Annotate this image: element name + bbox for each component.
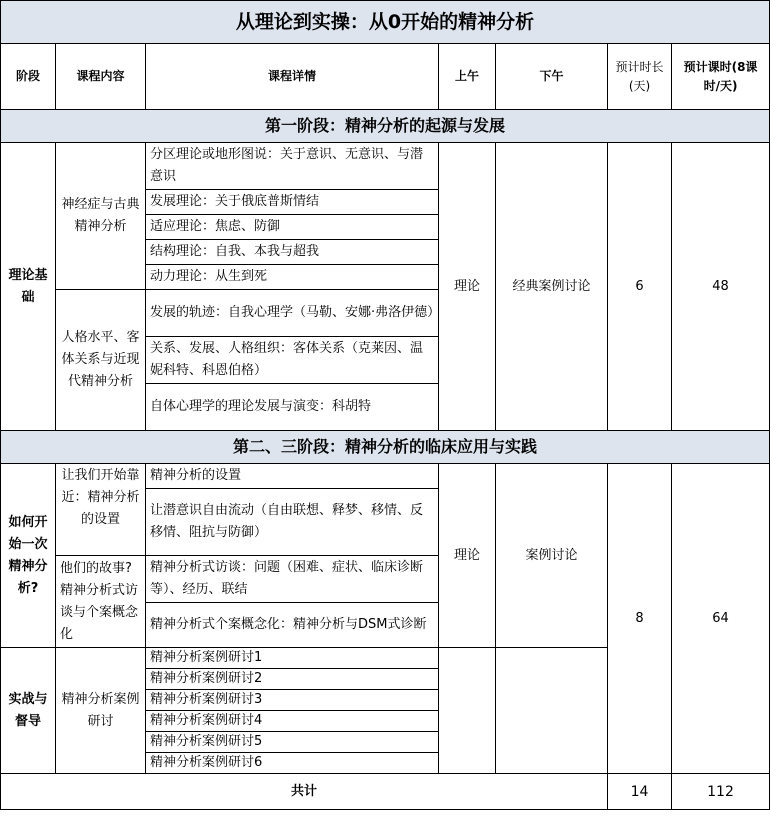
section1-days: 6 [608,143,672,431]
detail-item: 让潜意识自由流动（自由联想、释梦、移情、反移情、阻抗与防御） [146,489,439,556]
detail-item: 精神分析案例研讨3 [146,690,439,711]
detail-item: 适应理论：焦虑、防御 [146,215,439,240]
header-am: 上午 [439,44,496,110]
detail-item: 发展理论：关于俄底普斯情结 [146,190,439,215]
detail-item: 关系、发展、人格组织：客体关系（克莱因、温妮科特、科恩伯格） [146,337,439,384]
section1-group1-content: 神经症与古典精神分析 [56,143,146,290]
detail-item: 精神分析案例研讨1 [146,648,439,669]
header-content: 课程内容 [56,44,146,110]
total-row [1,774,770,810]
section1-am: 理论 [439,143,496,431]
detail-item: 精神分析式访谈：问题（困难、症状、临床诊断等）、经历、联结 [146,556,439,603]
header-row [1,44,770,110]
detail-item: 分区理论或地形图说：关于意识、无意识、与潜意识 [146,143,439,190]
detail-item: 自体心理学的理论发展与演变：科胡特 [146,384,439,431]
header-duration: 预计时长(天) [608,44,672,110]
total-days: 14 [608,774,672,810]
section1-stage: 理论基础 [1,143,56,431]
header-pm: 下午 [496,44,608,110]
total-label: 共计 [1,774,608,810]
section2-groupB-am [439,648,496,774]
detail-item: 精神分析案例研讨4 [146,711,439,732]
section2-hours: 64 [672,464,770,774]
detail-item: 动力理论：从生到死 [146,265,439,290]
header-stage: 阶段 [1,44,56,110]
detail-item: 精神分析的设置 [146,464,439,489]
section2-stageA: 如何开始一次精神分析? [1,464,56,648]
section2-am: 理论 [439,464,496,648]
section2-title: 第二、三阶段：精神分析的临床应用与实践 [1,431,770,464]
section2-pm: 案例讨论 [496,464,608,648]
header-details: 课程详情 [146,44,439,110]
section2-groupB-content: 精神分析案例研讨 [56,648,146,774]
section1-group2-content: 人格水平、客体关系与近现代精神分析 [56,290,146,431]
detail-item: 结构理论：自我、本我与超我 [146,240,439,265]
header-hours: 预计课时(8课时/天) [672,44,770,110]
detail-item: 精神分析案例研讨6 [146,753,439,774]
section2-groupB-pm [496,648,608,774]
section2-stageB: 实战与督导 [1,648,56,774]
detail-item: 精神分析案例研讨5 [146,732,439,753]
section2-groupA1-content: 让我们开始靠近：精神分析的设置 [56,464,146,556]
total-hours: 112 [672,774,770,810]
detail-item: 发展的轨迹：自我心理学（马勒、安娜·弗洛伊德） [146,290,439,337]
section2-groupA2-content: 他们的故事?精神分析式访谈与个案概念化 [56,556,146,648]
section2-days: 8 [608,464,672,774]
detail-item: 精神分析案例研讨2 [146,669,439,690]
detail-item: 精神分析式个案概念化：精神分析与DSM式诊断 [146,603,439,648]
section1-pm: 经典案例讨论 [496,143,608,431]
table-title: 从理论到实操：从0开始的精神分析 [1,1,770,44]
section1-hours: 48 [672,143,770,431]
section1-title: 第一阶段：精神分析的起源与发展 [1,110,770,143]
